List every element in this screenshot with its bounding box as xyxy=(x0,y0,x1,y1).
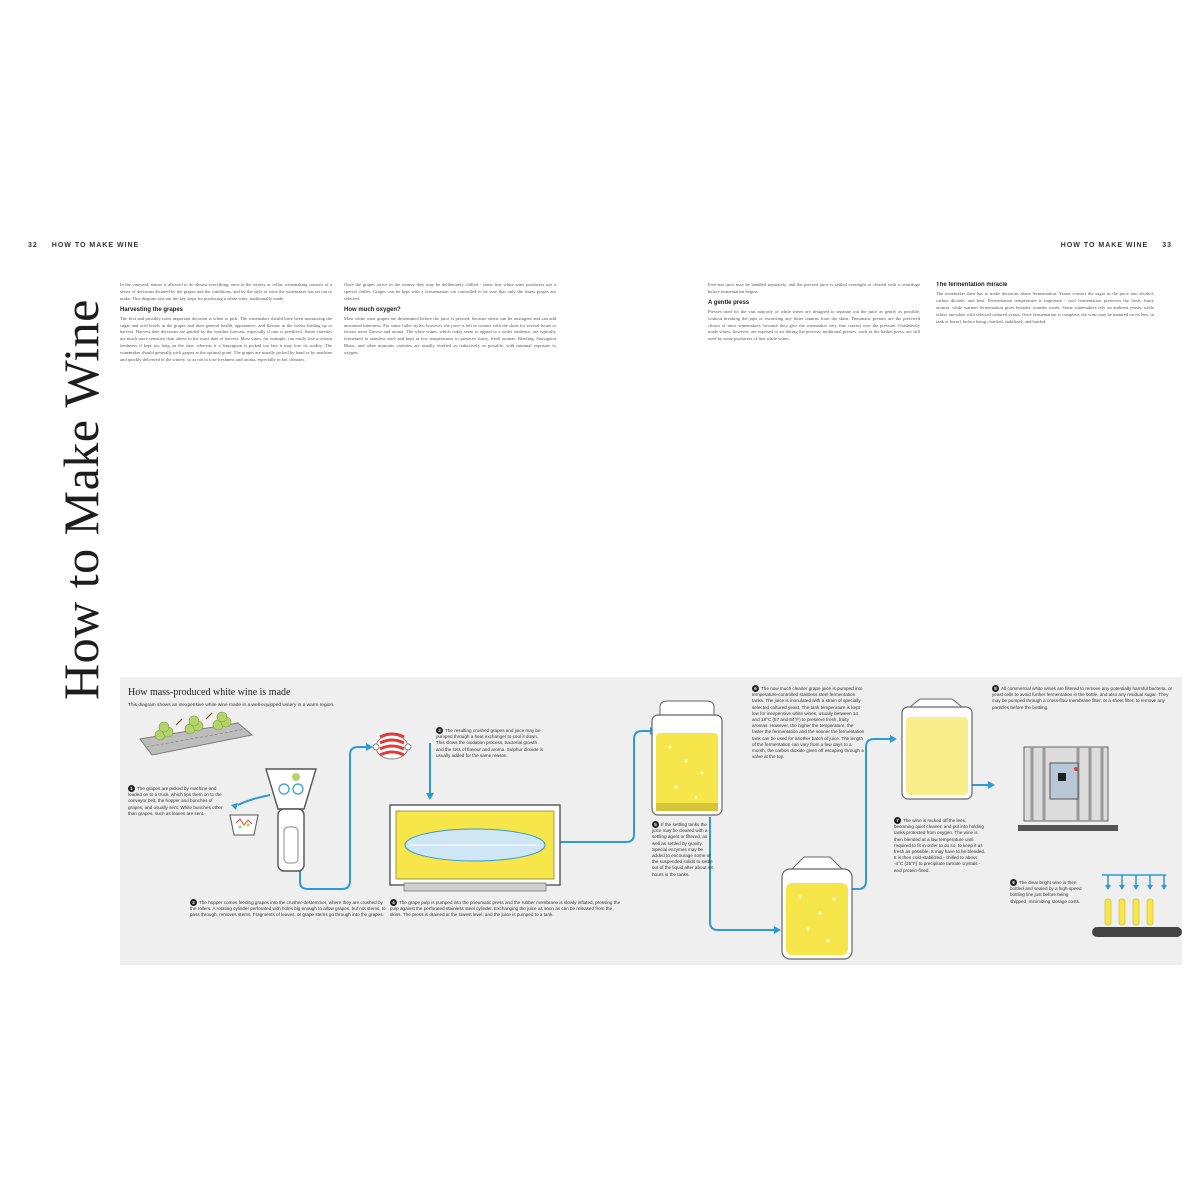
col2-body: Most white wine grapes are destemmed before the juice is pressed, because stems can be astringent and can add unwanted bitterness. For some fuller styles, however, the juice is left in contact with the skins for several hours to extract more flavour and aroma. The white wines, which today seem to appeal to a wider audience, are typically fermented in stainless steel and kept at low temperatures to preserve fruity, fresh aromas. Riesling, Sauvignon Blanc, and other aromatic varieties are usually vinified as reductively as possible, with minimal exposure to oxygen. xyxy=(344,315,556,356)
step-3-text: The resulting crushed grapes and juice may be pumped through a heat exchanger to cool it down. This slows the oxidation process, bacterial growth and the loss of flavour and aroma. Sulphur dioxide is usually added for the same reason. xyxy=(436,728,543,758)
step-8-text: All commercial white wines are filtered to remove any potentially harmful bacteria, or yeast cells to avoid further fermentation in the bottle, and also any residual sugar. They may be pumped through a cross-flow membrane filter, or a sheet filter, to remove any particles before the bottling. xyxy=(992,686,1173,710)
holding-tank xyxy=(902,699,972,799)
left-running-head xyxy=(28,242,139,249)
right-page-number: 33 xyxy=(1162,242,1172,249)
text-column-2 xyxy=(344,282,556,667)
step-5-text: If the settling tanks the juice may be cleared with a settling agent or filtered, as well as settled by gravity. Special enzymes may be added to encourage some of the suspended solids to settle out of the liquid after about 48 hours in the tanks. xyxy=(652,822,713,877)
col1-intro: In the vineyard, nature is allowed to do almost everything; once in the winery or cellar, winemaking consists of a series of decisions dictated by the grapes and the conditions, and by the style of wine the winemaker has set out to make. This diagram sets out the key steps for producing a white wine, traditionally made. xyxy=(120,282,332,301)
step-5-note: 5 If the settling tanks the juice may be cleared with a settling agent or filtered, as well as settled by gravity. Special enzymes may be added to encourage some of the suspended solids to settle out of the liquid after about 48 hours in the tanks. xyxy=(652,822,713,877)
step-4-text: The grape pulp is pumped into the pneumatic press and the rubber membrane is slowly inflated, pressing the pulp against the perforated stainless steel cylinder. Exchanging the juice as soon as can be released from the skins. The press is drained at the lowest level, and the juice is pumped to a tank. xyxy=(390,900,621,918)
filter-machine xyxy=(1018,747,1118,831)
col3-heading: A gentle press xyxy=(708,299,750,306)
step-6-text: The now much cleaner grape juice is pumped into temperature-controlled stainless steel fermentation tanks. The juice is inoculated with a strain of specially selected cultured yeast. The tank temperature is kept low for inexpensive white wines, usually between 14 and 18°C (57 and 64°F) to preserve fresh, fruity aromas. However, the higher the temperature, the faster the fermentation and the sooner the fermentation tank can be used for another batch of juice. The length of the fermentation can vary from a few days to a month, the carbon dioxide given off escaping through a valve at the top. xyxy=(752,686,865,760)
step-3-note: 3 The resulting crushed grapes and juice may be pumped through a heat exchanger to cool it down. This slows the oxidation process, bacterial growth and the loss of flavour and aroma. Sulphur dioxide is usually added for the same reason. xyxy=(436,728,543,758)
diagram-title: How mass-produced white wine is made xyxy=(128,687,291,698)
page-title: How to Make Wine xyxy=(53,299,109,700)
col3-intro: Free-run juice may be handled separately, and the pressed juice is settled overnight or cleared with a centrifuge before fermentation begins. xyxy=(708,282,920,294)
col1-body: The first and possibly most important decision is when to pick. The winemaker should have been monitoring the sugar and acid levels in the grapes and their general health, appearance, and flavour in the weeks leading up to harvest. Harvest date decisions are guided by the weather forecast, especially if rain is predicted. Some varieties are much more sensitive than others to the exact date of harvest. Most vines, for example, can easily lose a certain freshness if kept too long on the vine, whereas if a Sauvignon is picked too late it may lose its acidity. The winemaker should generally pick grapes at the optimal point. The grapes are usually picked by hand or by machine and quickly delivered to the winery, so as not to lose freshness and aroma, especially in hot climates. xyxy=(120,315,332,363)
step-1-text: The grapes are picked by machine and loaded on to a truck, which tips them on to the conveyor belt, the hopper and bunches of grapes, and usually sent. White bunches other than grapes, such as leaves are sent. xyxy=(128,786,223,816)
text-column-1 xyxy=(120,282,332,667)
col4-body: The winemaker then has to make decisions about fermentation. Yeasts convert the sugar in the juice into alcohol, carbon dioxide, and heat. Fermentation temperature is important - cool fermentation preserves the fresh, fruity aromas, while warmer fermentation gives broader, rounder wines. Some winemakers rely on ambient yeasts, while others inoculate with selected cultured yeasts. Once fermentation is complete, the wine may be matured on its lees, in tank or barrel, before being clarified, stabilized, and bottled. xyxy=(936,290,1154,324)
pneumatic-press xyxy=(390,805,560,891)
conveyor-belt xyxy=(140,712,252,755)
text-column-3 xyxy=(708,282,920,667)
col3-body: Presses used for the vast majority of white wines are designed to separate out the juice as gently as possible, without breaking the pips or extracting any bitter tannins from the skins. Pneumatic presses are the preferred choice of most winemakers, because they give the winemaker very fine control over the pressure. Oxidatively made wines, however, are exposed to air during the process; traditional presses, such as the basket press, are still used by some producers of fine white wines. xyxy=(708,308,920,342)
settling-tank xyxy=(652,701,722,815)
left-running-title: HOW TO MAKE WINE xyxy=(51,242,140,249)
step-8-note: 8 All commercial white wines are filtered to remove any potentially harmful bacteria, or yeast cells to avoid further fermentation in the bottle, and also any residual sugar. They may be pumped through a cross-flow membrane filter, or a sheet filter, to remove any particles before the bottling. xyxy=(992,686,1173,710)
col2-heading: How much oxygen? xyxy=(344,306,401,313)
fermentation-tank xyxy=(782,857,852,959)
col2-intro: Once the grapes arrive in the winery they may be deliberately chilled - some fine white wine producers use a special chiller. Grapes can be kept with a fermentation vat controlled to be sure that only the finest grapes are selected. xyxy=(344,282,556,301)
stems-bucket xyxy=(230,815,258,835)
col1-heading: Harvesting the grapes xyxy=(120,306,184,313)
winemaking-diagram xyxy=(120,677,1182,965)
step-1-note: 1 The grapes are picked by machine and loaded on to a truck, which tips them on to the conveyor belt, the hopper and bunches of grapes, and usually sent. White bunches other than grapes, such as leaves are sent. xyxy=(128,786,223,816)
left-page-number: 32 xyxy=(28,242,38,249)
col4-heading: The fermentation miracle xyxy=(936,282,1008,288)
right-running-head xyxy=(1061,242,1172,249)
text-column-4 xyxy=(936,282,1154,667)
step-7-text: The wine is racked off the lees, becoming quiet cleaner, and put into holding tanks protected from oxygen. The wine is then blended at a low temperature until required to fit in order to do so, to keep it as fresh as possible. It may have to be blended. It is then cold-stabilized - chilled to about -4°C (25°F) to precipitate tartrate crystals - and protein-fined. xyxy=(894,818,986,873)
step-9-note: 9 The clear bright wine is then bottled and sealed by a high-speed bottling line just before being shipped, minimizing storage costs. xyxy=(1010,880,1082,904)
bottling-line xyxy=(1092,875,1182,937)
step-6-note: 6 The now much cleaner grape juice is pumped into temperature-controlled stainless steel fermentation tanks. The juice is inoculated with a strain of specially selected cultured yeast. The tank temperature is kept low for inexpensive white wines, usually between 14 and 18°C (57 and 64°F) to preserve fresh, fruity aromas. However, the higher the temperature, the faster the fermentation and the sooner the fermentation tank can be used for another batch of juice. The length of the fermentation can vary from a few days to a month, the carbon dioxide given off escaping through a valve at the top. xyxy=(752,686,865,760)
step-2-text: The hopper comes feeding grapes into the crusher-destemmer, where they are crushed by the rollers. A rotating cylinder perforated with holes big enough to allow grapes, but not stems, to pass through, removes stems. Fragments of leaves, or grape stems go through into the grapes. xyxy=(190,900,386,918)
crusher-destemmer xyxy=(266,769,316,871)
diagram-illustration xyxy=(120,677,1182,965)
heat-exchanger xyxy=(373,734,411,759)
right-running-title: HOW TO MAKE WINE xyxy=(1060,242,1149,249)
step-9-text: The clear bright wine is then bottled and sealed by a high-speed bottling line just before being shipped, minimizing storage costs. xyxy=(1010,880,1082,904)
step-7-note: 7 The wine is racked off the lees, becoming quiet cleaner, and put into holding tanks protected from oxygen. The wine is then blended at a low temperature until required to fit in order to do so, to keep it as fresh as possible. It may have to be blended. It is then cold-stabilized - chilled to about -4°C (25°F) to precipitate tartrate crystals - and protein-fined. xyxy=(894,818,986,873)
step-2-note: 2 The hopper comes feeding grapes into the crusher-destemmer, where they are crushed by the rollers. A rotating cylinder perforated with holes big enough to allow grapes, but not stems, to pass through, removes stems. Fragments of leaves, or grape stems go through into the grapes. xyxy=(190,900,386,918)
step-4-note: 4 The grape pulp is pumped into the pneumatic press and the rubber membrane is slowly inflated, pressing the pulp against the perforated stainless steel cylinder. Exchanging the juice as soon as can be released from the skins. The press is drained at the lowest level, and the juice is pumped to a tank. xyxy=(390,900,621,918)
diagram-subtitle: This diagram shows an inexpensive white wine made in a well-equipped winery in a warm region. xyxy=(128,703,335,708)
